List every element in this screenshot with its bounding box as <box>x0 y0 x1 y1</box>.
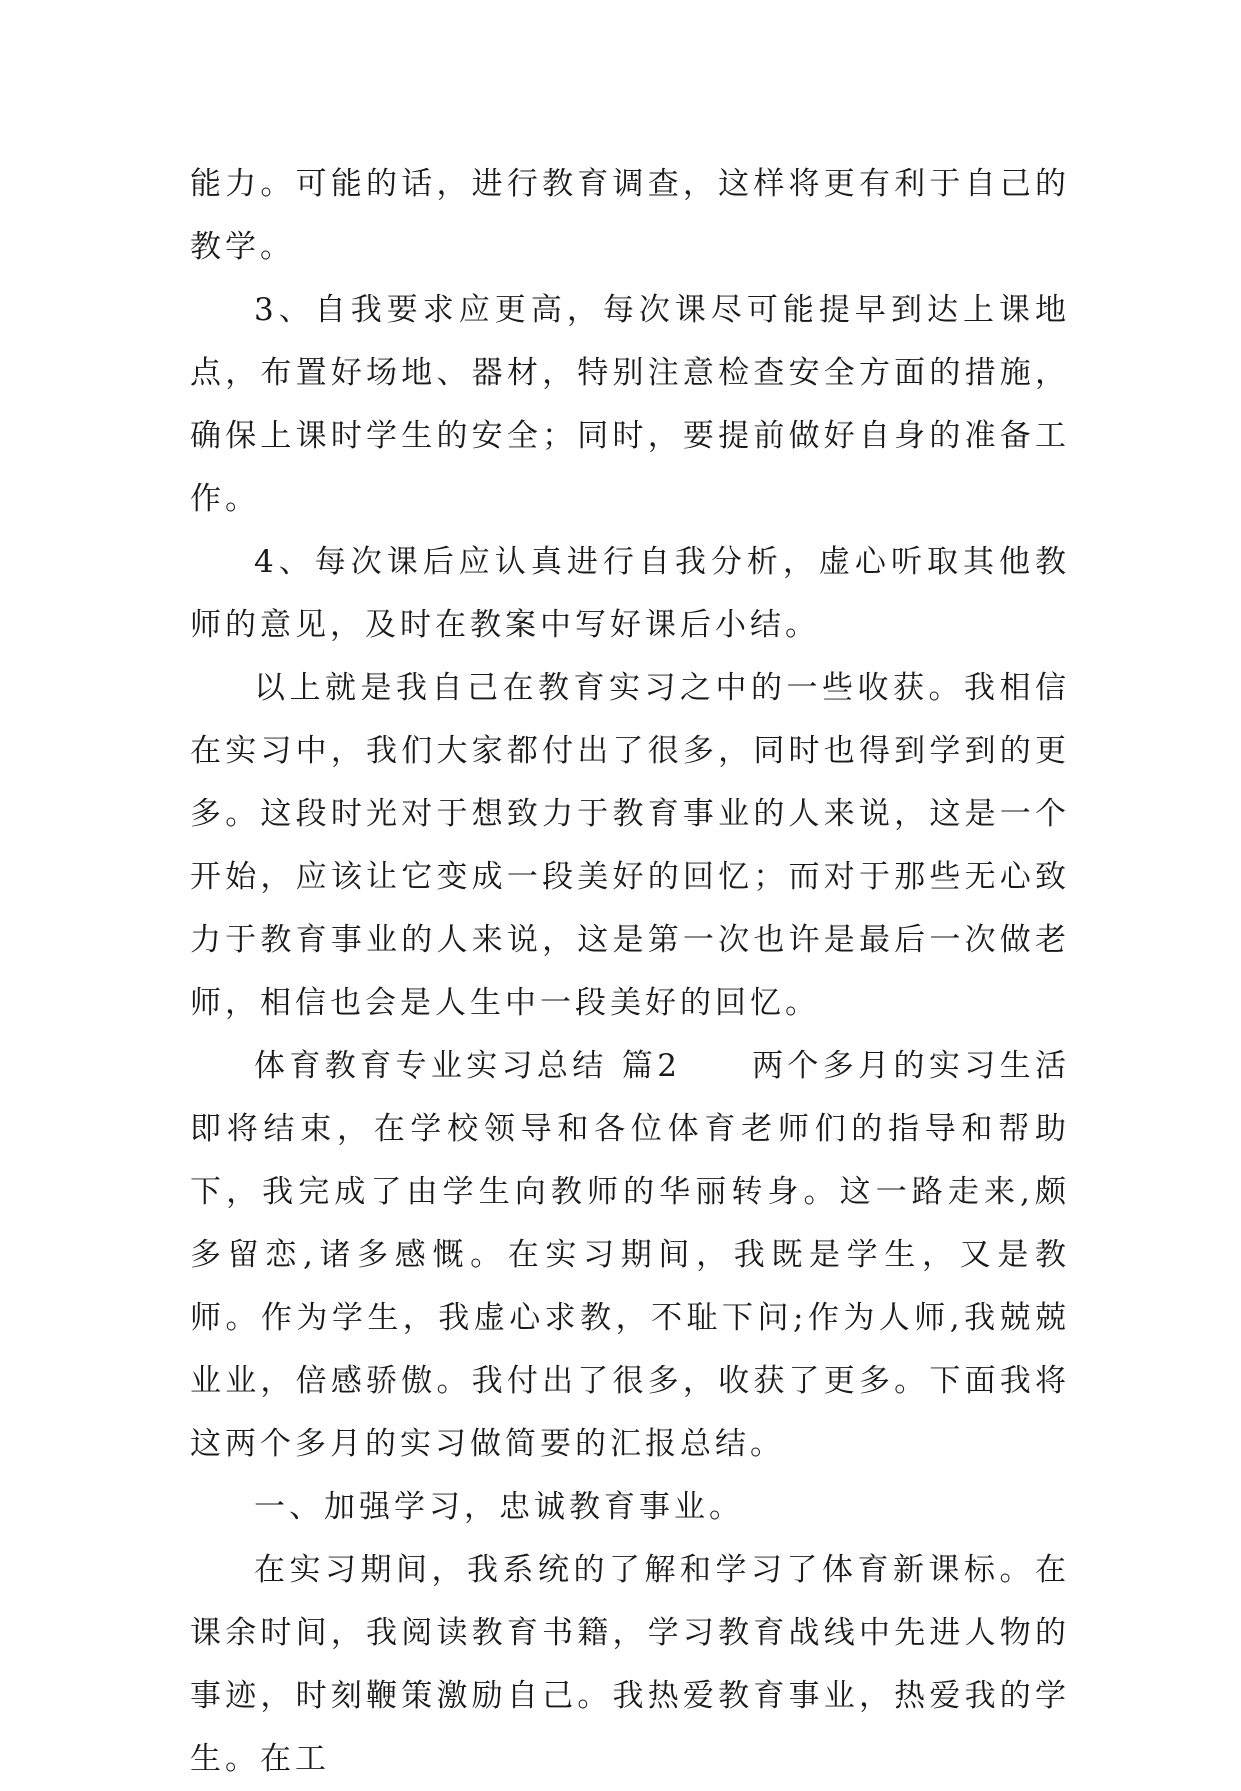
paragraph: 3、自我要求应更高，每次课尽可能提早到达上课地点，布置好场地、器材，特别注意检查安全方面的措施，确保上课时学生的安全；同时，要提前做好自身的准备工作。 <box>190 292 1070 517</box>
paragraph: 4、每次课后应认真进行自我分析，虚心听取其他教师的意见，及时在教案中写好课后小结。 <box>190 544 1070 643</box>
paragraph: 体育教育专业实习总结 篇2 两个多月的实习生活即将结束，在学校领导和各位体育老师们的指导和帮助下，我完成了由学生向教师的华丽转身。这一路走来,颇多留恋,诸多感慨。在实习期间，我既是学生，又是教师。作为学生，我虚心求教，不耻下问;作为人师,我兢兢业业，倍感骄傲。我付出了很多，收获了更多。下面我将这两个多月的实习做简要的汇报总结。 <box>190 1048 1070 1462</box>
paragraph: 能力。可能的话，进行教育调查，这样将更有利于自己的教学。 <box>190 166 1070 265</box>
paragraph: 在实习期间，我系统的了解和学习了体育新课标。在课余时间，我阅读教育书籍，学习教育战线中先进人物的事迹，时刻鞭策激励自己。我热爱教育事业，热爱我的学生。在工 <box>190 1552 1070 1777</box>
section-heading: 一、加强学习，忠诚教育事业。 <box>254 1489 744 1525</box>
document-body <box>190 153 1070 1791</box>
paragraph: 以上就是我自己在教育实习之中的一些收获。我相信在实习中，我们大家都付出了很多，同时也得到学到的更多。这段时光对于想致力于教育事业的人来说，这是一个开始，应该让它变成一段美好的回忆；而对于那些无心致力于教育事业的人来说，这是第一次也许是最后一次做老师，相信也会是人生中一段美好的回忆。 <box>190 670 1070 1021</box>
